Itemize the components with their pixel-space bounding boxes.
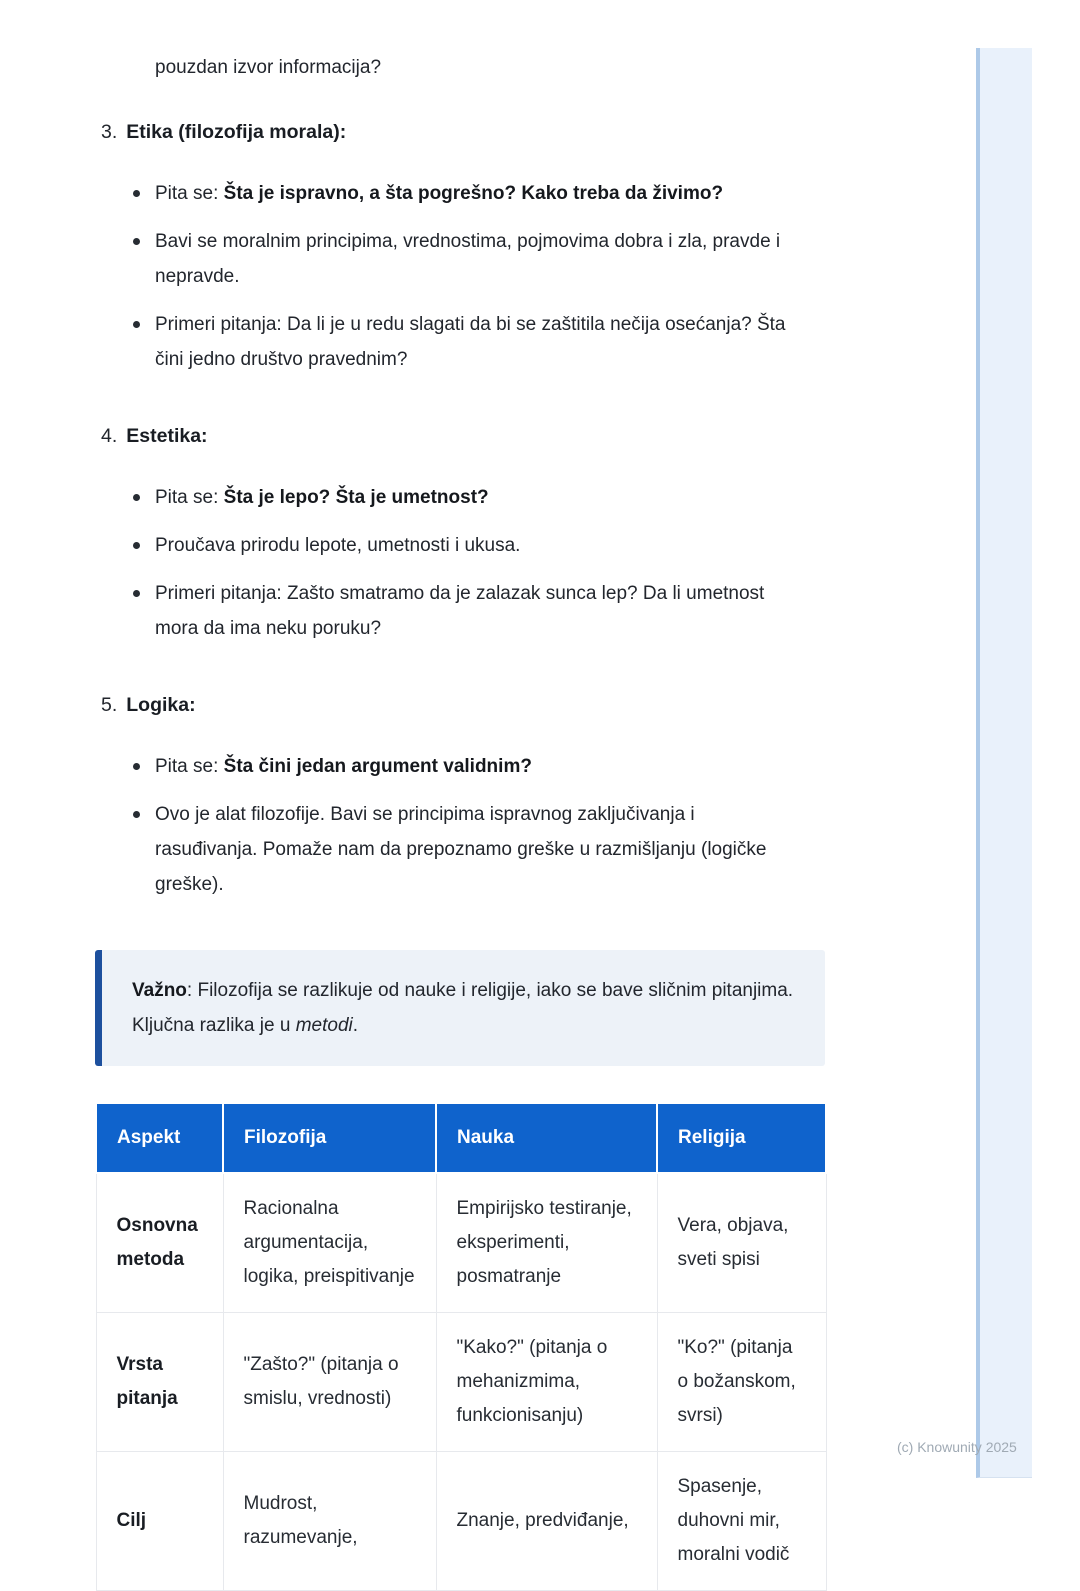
section-number: 4. — [101, 425, 118, 447]
table-cell: Spasenje, duhovni mir, moralni vodič — [657, 1452, 826, 1591]
table-header-nauka: Nauka — [436, 1103, 657, 1173]
bullet-text: Ovo je alat filozofije. Bavi se principima ispravnog zaključivanja i rasuđivanja. Pomaže nam da prepoznamo greške u razmišljanju (logičke greške). — [155, 804, 767, 895]
page-content — [95, 0, 825, 1591]
continuation-text: pouzdan izvor informacija? — [155, 57, 382, 78]
bullet-item — [95, 480, 800, 515]
bullet-text: Pita se: — [155, 756, 224, 777]
bullet-text-bold: Šta je lepo? Šta je umetnost? — [223, 487, 489, 508]
bullet-text: Pita se: — [155, 183, 224, 204]
table-cell: Vera, objava, sveti spisi — [657, 1173, 826, 1313]
callout-text-end: . — [352, 1015, 359, 1036]
bullet-text-bold: Šta je ispravno, a šta pogrešno? Kako treba da živimo? — [223, 183, 724, 204]
section-number: 5. — [101, 694, 118, 716]
section-heading-logika — [95, 688, 825, 723]
table-header-religija: Religija — [657, 1103, 826, 1173]
table-cell: Mudrost, razumevanje, — [223, 1452, 436, 1591]
table-cell: "Ko?" (pitanja o božanskom, svrsi) — [657, 1313, 826, 1452]
bullet-list-estetika — [95, 480, 825, 646]
callout-text: : Filozofija se razlikuje od nauke i religije, iako se bave sličnim pitanjima. Ključna razlika je u — [132, 980, 794, 1036]
table-cell: "Kako?" (pitanja o mehanizmima, funkcionisanju) — [436, 1313, 657, 1452]
callout-italic-word: metodi — [295, 1015, 353, 1036]
section-heading-etika — [95, 115, 825, 150]
bullet-item — [95, 576, 800, 646]
bullet-item — [95, 176, 800, 211]
bullet-text: Primeri pitanja: Da li je u redu slagati da bi se zaštitila nečija osećanja? Šta čini jedno društvo pravednim? — [155, 314, 786, 370]
important-callout — [95, 950, 825, 1066]
bullet-list-logika — [95, 749, 825, 902]
table-row — [96, 1173, 826, 1313]
bullet-item — [95, 749, 800, 784]
bullet-text: Pita se: — [155, 487, 224, 508]
section-title: Etika (filozofija morala): — [126, 121, 347, 143]
next-page-preview-strip — [976, 48, 1032, 1478]
table-header-filozofija: Filozofija — [223, 1103, 436, 1173]
bullet-item — [95, 224, 800, 294]
section-title: Logika: — [126, 694, 196, 716]
bullet-list-etika — [95, 176, 825, 377]
table-cell: Znanje, predviđanje, — [436, 1452, 657, 1591]
bullet-text: Primeri pitanja: Zašto smatramo da je zalazak sunca lep? Da li umetnost mora da ima neku poruku? — [155, 583, 765, 639]
table-cell: Empirijsko testiranje, eksperimenti, posmatranje — [436, 1173, 657, 1313]
table-header-row — [96, 1103, 826, 1173]
copyright-watermark: (c) Knowunity 2025 — [897, 1439, 1017, 1455]
bullet-item — [95, 797, 800, 902]
bullet-item — [95, 307, 800, 377]
table-cell-rowhead: Cilj — [96, 1452, 223, 1591]
table-cell-rowhead: Vrsta pitanja — [96, 1313, 223, 1452]
table-row — [96, 1452, 826, 1591]
section-heading-estetika — [95, 419, 825, 454]
comparison-table — [95, 1102, 827, 1591]
bullet-text: Bavi se moralnim principima, vrednostima, pojmovima dobra i zla, pravde i nepravde. — [155, 231, 781, 287]
table-row — [96, 1313, 826, 1452]
table-cell: "Zašto?" (pitanja o smislu, vrednosti) — [223, 1313, 436, 1452]
bullet-text: Proučava prirodu lepote, umetnosti i ukusa. — [155, 535, 521, 556]
section-number: 3. — [101, 121, 118, 143]
bullet-text-bold: Šta čini jedan argument validnim? — [223, 756, 532, 777]
table-header-aspekt: Aspekt — [96, 1103, 223, 1173]
table-cell: Racionalna argumentacija, logika, preispitivanje — [223, 1173, 436, 1313]
callout-label: Važno — [132, 980, 187, 1001]
bullet-item — [95, 528, 800, 563]
section-title: Estetika: — [126, 425, 208, 447]
table-cell-rowhead: Osnovna metoda — [96, 1173, 223, 1313]
